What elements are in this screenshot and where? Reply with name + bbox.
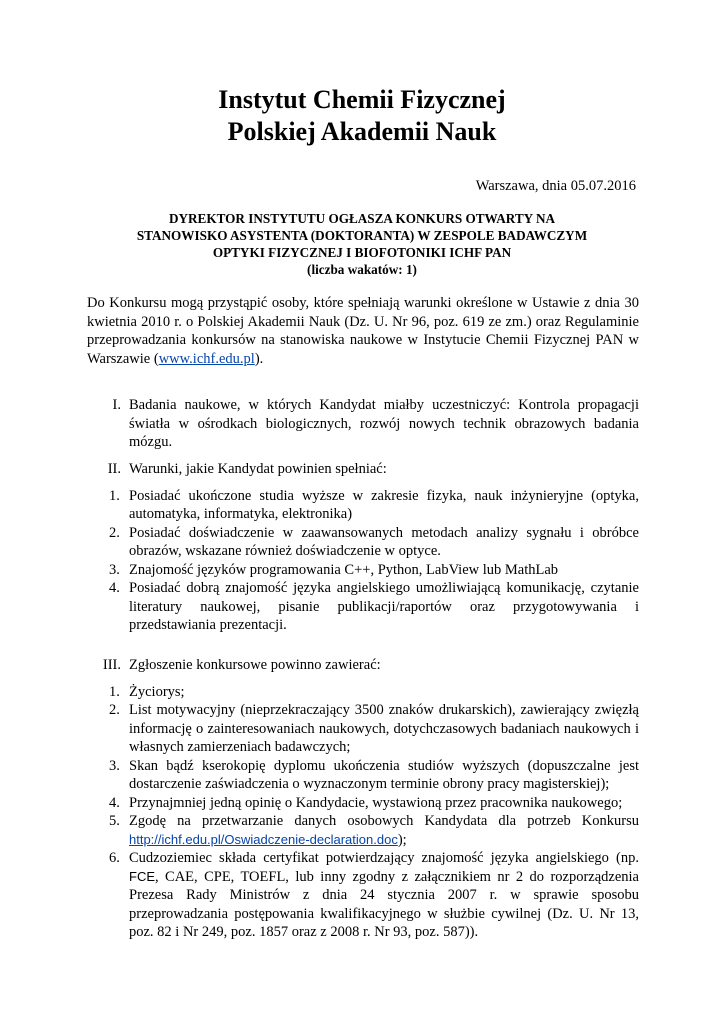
requirements-list xyxy=(87,487,639,635)
list-item: 1. Życiorys; xyxy=(109,683,185,700)
title-line-1: Instytut Chemii Fizycznej xyxy=(218,85,506,114)
list-item: 4. Posiadać dobrą znajomość języka angielskiego umożliwiającą komunikację, czytanie literatury naukowej, pisanie publikacji/raportów oraz przygotowywania i przedstawiania prezentacji. xyxy=(109,580,639,633)
announcement-line-2: STANOWISKO ASYSTENTA (DOKTORANTA) W ZESPOLE BADAWCZYM xyxy=(136,228,588,243)
document-date: Warszawa, dnia 05.07.2016 xyxy=(475,178,636,194)
intro-text: Do Konkursu mogą przystąpić osoby, które spełniają warunki określone w Ustawie z dnia 30 kwietnia 2010 r. o Polskiej Akademii Nauk (Dz. U. Nr 96, poz. 619 ze zm.) oraz Regulaminie przeprowadzania konkursów na stanowiska naukowe w Instytucie Chemii Fizycznej PAN w Warszawie ( xyxy=(87,295,639,367)
intro-paragraph xyxy=(87,294,639,368)
website-link[interactable]: www.ichf.edu.pl xyxy=(158,350,255,367)
list-item: 3. Skan bądź kserokopię dyplomu ukończenia studiów wyższych (dopuszczalne jest dostarczenie zaświadczenia o wyznaczonym terminie obrony pracy magisterskiej); xyxy=(109,757,639,792)
list-item: 2. Posiadać doświadczenie w zaawansowanych metodach analizy sygnału i obróbce obrazów, wskazane również doświadczenie w optyce. xyxy=(109,524,639,559)
list-item: 3. Znajomość języków programowania C++, Python, LabView lub MathLab xyxy=(109,561,559,578)
section-2-heading: Warunki, jakie Kandydat powinien spełniać: xyxy=(129,461,387,477)
institute-title xyxy=(0,84,724,148)
section-2 xyxy=(87,460,639,635)
list-item: 5. Zgodę na przetwarzanie danych osobowych Kandydata dla potrzeb Konkursu http://ichf.edu.pl/Oswiadczenie-declaration.doc); xyxy=(109,813,639,848)
section-3-number: III. xyxy=(102,657,121,673)
section-1-text: Badania naukowe, w których Kandydat miałby uczestniczyć: Kontrola propagacji światła w ośrodkach biologicznych, rozwój nowych technik obrazowych badania mózgu. xyxy=(129,397,639,450)
list-item: 1. Posiadać ukończone studia wyższe w zakresie fizyka, nauk inżynieryjne (optyka, automatyka, informatyka, elektronika) xyxy=(109,487,639,522)
list-item: 4. Przynajmniej jedną opinię o Kandydacie, wystawioną przez pracownika naukowego; xyxy=(109,794,623,811)
section-3-heading: Zgłoszenie konkursowe powinno zawierać: xyxy=(129,657,381,673)
list-item: 6. Cudzoziemiec składa certyfikat potwierdzający znajomość języka angielskiego (np. FCE, CAE, CPE, TOEFL, lub inny zgodny z załącznikiem nr 2 do rozporządzenia Prezesa Rady Ministrów z dnia 24 stycznia 2007 r. w sprawie sposobu przeprowadzania postępowania kwalifikacyjnego w służbie cywilnej (Dz. U. Nr 13, poz. 82 i Nr 249, poz. 1857 oraz z 2008 r. Nr 93, poz. 587)). xyxy=(109,850,639,940)
section-1-number: I. xyxy=(112,397,121,413)
list-item: 2. List motywacyjny (nieprzekraczający 3500 znaków drukarskich), zawierający zwięzłą informację o zainteresowaniach naukowych, dotychczasowych badaniach naukowych i własnych zamierzeniach badawczych; xyxy=(109,702,639,755)
section-2-number: II. xyxy=(107,461,121,477)
announcement-line-1: DYREKTOR INSTYTUTU OGŁASZA KONKURS OTWARTY NA xyxy=(168,211,556,226)
announcement-line-3: OPTYKI FIZYCZNEJ I BIOFOTONIKI ICHF PAN xyxy=(212,245,512,260)
announcement-heading xyxy=(80,210,644,278)
intro-suffix: ). xyxy=(254,350,264,367)
fce-label: FCE xyxy=(129,868,155,884)
announcement-line-4: (liczba wakatów: 1) xyxy=(307,262,417,277)
title-line-2: Polskiej Akademii Nauk xyxy=(227,117,497,146)
application-list xyxy=(87,683,639,942)
declaration-link[interactable]: http://ichf.edu.pl/Oswiadczenie-declaration.doc xyxy=(129,831,398,847)
section-1 xyxy=(87,396,639,452)
section-3 xyxy=(87,656,639,942)
